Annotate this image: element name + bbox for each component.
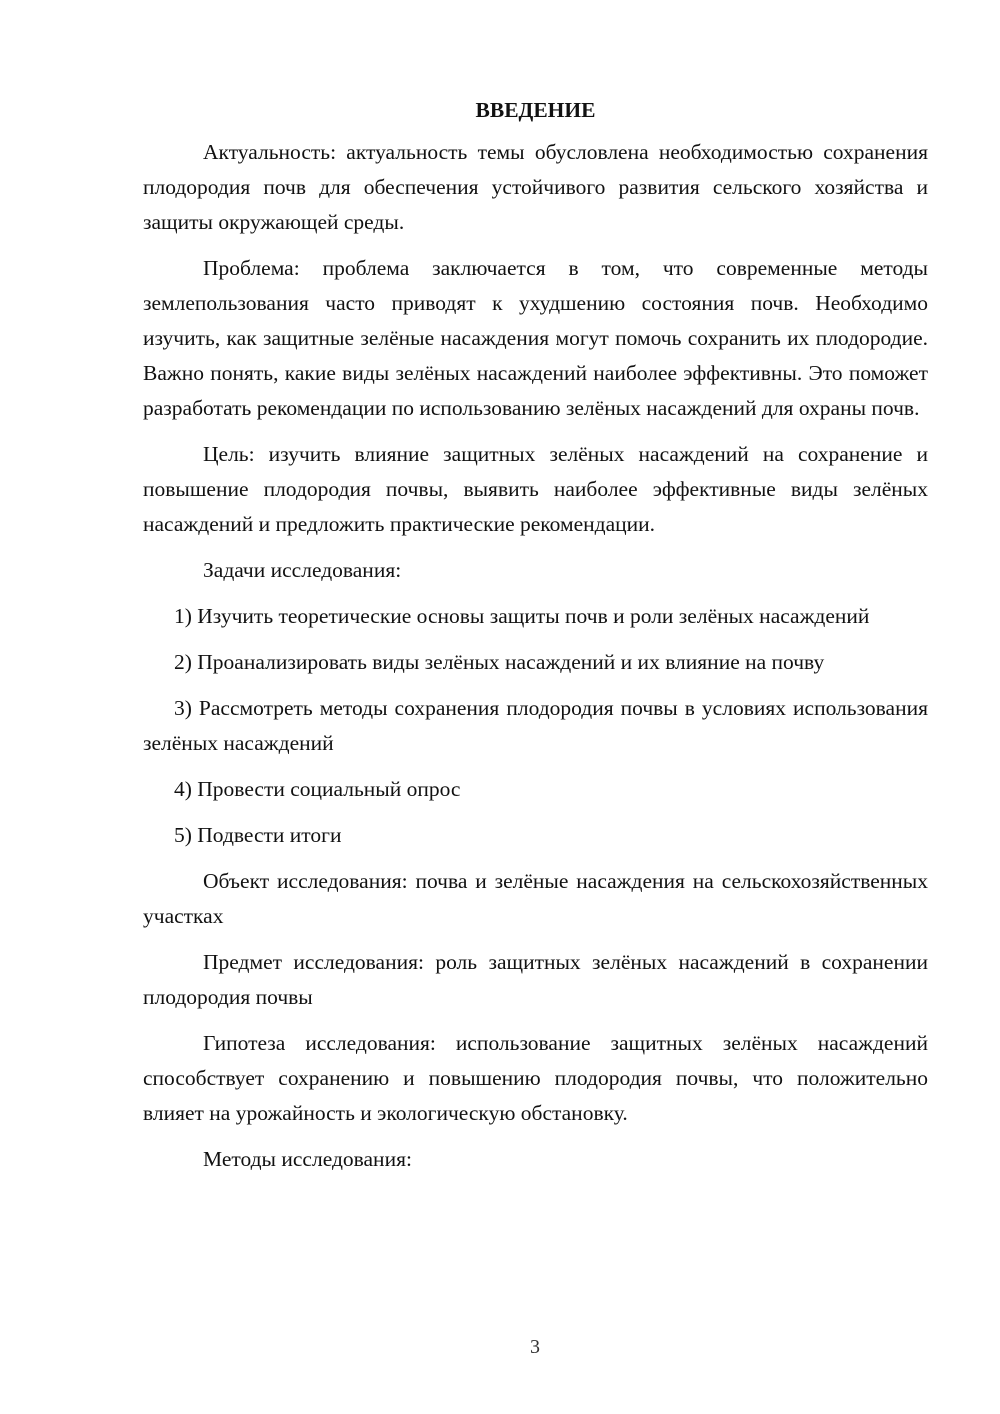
paragraph-object: Объект исследования: почва и зелёные насаждения на сельскохозяйственных участках — [143, 869, 928, 928]
task-item-5: 5) Подвести итоги — [174, 823, 342, 847]
paragraph-subject: Предмет исследования: роль защитных зелёных насаждений в сохранении плодородия почвы — [143, 950, 928, 1009]
page-number: 3 — [530, 1336, 540, 1358]
paragraph-hypothesis: Гипотеза исследования: использование защитных зелёных насаждений способствует сохранению и повышению плодородия почвы, что положительно влияет на урожайность и экологическую обстановку. — [143, 1031, 928, 1125]
paragraph-problem: Проблема: проблема заключается в том, что современные методы землепользования часто приводят к ухудшению состояния почв. Необходимо изучить, как защитные зелёные насаждения могут помочь сохранить их плодородие. Важно понять, какие виды зелёных насаждений наиболее эффективны. Это поможет разработать рекомендации по использованию зелёных насаждений для охраны почв. — [143, 256, 928, 420]
page-content — [143, 93, 928, 1177]
section-title: ВВЕДЕНИЕ — [475, 98, 596, 122]
paragraph-tasks-heading: Задачи исследования: — [203, 558, 402, 582]
paragraph-methods: Методы исследования: — [203, 1147, 412, 1171]
task-item-2: 2) Проанализировать виды зелёных насаждений и их влияние на почву — [174, 650, 825, 674]
task-item-3: 3) Рассмотреть методы сохранения плодородия почвы в условиях использования зелёных насаждений — [143, 696, 928, 755]
paragraph-relevance: Актуальность: актуальность темы обусловлена необходимостью сохранения плодородия почв для обеспечения устойчивого развития сельского хозяйства и защиты окружающей среды. — [143, 140, 928, 234]
task-item-4: 4) Провести социальный опрос — [174, 777, 461, 801]
paragraph-goal: Цель: изучить влияние защитных зелёных насаждений на сохранение и повышение плодородия почвы, выявить наиболее эффективные виды зелёных насаждений и предложить практические рекомендации. — [143, 442, 928, 536]
task-item-1: 1) Изучить теоретические основы защиты почв и роли зелёных насаждений — [174, 604, 870, 628]
